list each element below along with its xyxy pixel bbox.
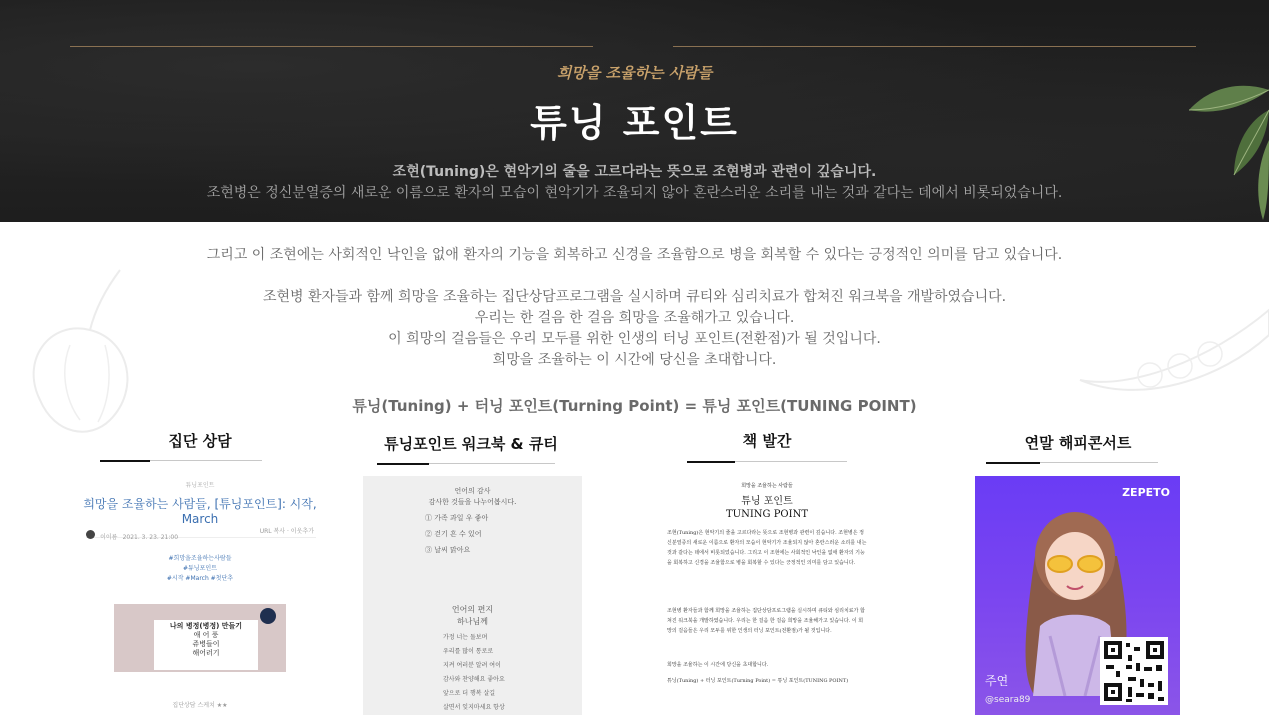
qr-code-icon [1100, 637, 1168, 705]
program-line-2: 우리는 한 걸음 한 걸음 희망을 조율해가고 있습니다. [474, 310, 795, 326]
handwriting-line: 우리를 많이 통로로 [443, 648, 494, 655]
column-title: 책 발간 [742, 432, 792, 450]
tuning-point-formula: 튜닝(Tuning) + 터닝 포인트(Turning Point) = 튜닝 포인트(TUNING POINT) [352, 397, 917, 415]
blog-tag-line: #시작 #March #첫단추 [166, 575, 234, 582]
book-body-paragraph: 희망을 조율하는 이 시간에 당신을 초대합니다. [667, 662, 769, 668]
column-rule-accent [687, 461, 735, 463]
blog-tags [82, 554, 318, 584]
card-title: 나의 병정(병정) 만들기 [169, 622, 243, 630]
hero-subtitle: 희망을 조율하는 사람들 [556, 64, 713, 82]
blog-post-title: 희망을 조율하는 사람들, [튜닝포인트]: 시작, March [83, 497, 317, 526]
hero-description-line-1: 조현(Tuning)은 현악기의 줄을 고르다라는 뜻으로 조현병과 관련이 깊습니다. [392, 164, 877, 180]
program-line-3: 이 희망의 걸음들은 우리 모두를 위한 인생의 터닝 포인트(전환점)가 될 것입니다. [388, 331, 881, 347]
handwriting-line: 살면서 잊지마세요 항상 [443, 704, 505, 711]
workbook-top-section [363, 486, 582, 508]
program-paragraph [0, 287, 1269, 371]
book-title-english: TUNING POINT [725, 509, 808, 520]
blog-photo-card [114, 604, 286, 672]
blog-meta-actions: URL 복사 · 이웃추가 [259, 528, 314, 535]
zepeto-brand-label: ZEPETO [1122, 486, 1170, 499]
workbook-list [425, 510, 488, 558]
workbook-page-photo[interactable] [363, 476, 582, 715]
book-body-paragraph: 튜닝(Tuning) + 터닝 포인트(Turning Point) = 튜닝 포인트(TUNING POINT) [667, 678, 849, 684]
letter-title: 언어의 편지 [451, 605, 494, 614]
card-badge [260, 608, 276, 624]
card-line: 애 어 풍 [193, 631, 219, 639]
blog-author: 이이름 [100, 534, 118, 541]
handwriting-line: 감사한 것들을 나누어봅시다. [428, 498, 517, 506]
avatar [86, 530, 95, 539]
book-body-paragraph: 조현(Tuning)은 현악기의 줄을 고르다라는 뜻으로 조현병과 관련이 깊습니다. 조현병은 정신분열증의 새로운 이름으로 환자의 모습이 현악기가 조율되지 않아 혼란스러운 소리를 내는 것과 같다는 데에서 비롯되었습니다. 그리고 이 조현에는 사회적인 낙인을 없애 환자의 기능을 회복하고 신경을 조율함으로 병을 회복할 수 있다는 긍정적인 의미를 담고 있습니다. [667, 530, 867, 566]
blog-tag-line: #희망을조율하는사람들 [168, 555, 232, 562]
blog-category: 튜닝포인트 [185, 482, 215, 489]
handwriting-line: 지켜 여러분 알려 여이 [443, 662, 501, 669]
column-title: 집단 상담 [168, 432, 232, 450]
avatar-name: 주연 [985, 674, 1009, 688]
handwriting-line: 앞으로 더 행복 살길 [443, 690, 496, 697]
card-paper [154, 620, 258, 670]
workbook-letter-heading [363, 604, 582, 628]
hero-divider-right [673, 46, 1196, 47]
page-title: 튜닝 포인트 [530, 100, 739, 145]
book-body-paragraph: 조현병 환자들과 함께 희망을 조율하는 집단상담프로그램을 실시하며 큐티와 심리치료가 합쳐진 워크북을 개발하였습니다. 우리는 한 걸음 한 걸음 희망을 조율해가고 있습니다. 이 희망의 걸음들은 우리 모두를 위한 인생의 터닝 포인트(전환점)가 될 것입니다. [667, 608, 865, 634]
hero-banner [0, 0, 1269, 222]
handwriting-line: 가정 너는 돌보며 [443, 634, 488, 641]
letter-subtitle: 하나님께 [457, 617, 488, 626]
handwriting-line: ① 가족 과일 우 좋아 [425, 514, 489, 522]
column-rule-accent [100, 460, 150, 462]
hero-divider-left [70, 46, 593, 47]
program-line-4: 희망을 조율하는 이 시간에 당신을 초대합니다. [492, 352, 777, 368]
column-rule-accent [986, 462, 1040, 464]
column-title: 연말 해피콘서트 [1024, 434, 1132, 452]
book-title-korean: 튜닝 포인트 [741, 496, 793, 507]
card-line: 쥬병들이 [192, 640, 220, 648]
leaf-decoration-icon [1129, 70, 1269, 222]
column-title: 튜닝포인트 워크북 & 큐티 [384, 435, 558, 453]
workbook-letter-body [443, 631, 505, 715]
handwriting-line: 언어의 감사 [454, 487, 491, 495]
handwriting-line: 감사와 찬양해요 좋아요 [443, 676, 505, 683]
hero-description-line-2: 조현병은 정신분열증의 새로운 이름으로 환자의 모습이 현악기가 조율되지 않아 혼란스러운 소리를 내는 것과 같다는 데에서 비롯되었습니다. [206, 185, 1063, 201]
zepeto-avatar-image[interactable] [975, 476, 1180, 715]
column-rule-accent [377, 463, 429, 465]
program-line-1: 조현병 환자들과 함께 희망을 조율하는 집단상담프로그램을 실시하며 큐티와 심리치료가 합쳐진 워크북을 개발하였습니다. [262, 289, 1007, 305]
blog-meta-row [86, 524, 316, 541]
avatar-handle: @seara89 [985, 695, 1031, 705]
handwriting-line: ② 걷기 흔 수 있어 [425, 530, 482, 538]
book-page-thumbnail[interactable] [657, 478, 877, 715]
blog-tag-line: #튜닝포인트 [182, 565, 217, 572]
photo-caption: 집단상담 스케치 ★★ [172, 702, 228, 709]
handwriting-line: ③ 날씨 맑아요 [425, 546, 471, 554]
blog-post-thumbnail[interactable] [82, 478, 318, 715]
intro-paragraph: 그리고 이 조현에는 사회적인 낙인을 없애 환자의 기능을 회복하고 신경을 조율함으로 병을 회복할 수 있다는 긍정적인 의미를 담고 있습니다. [206, 247, 1063, 263]
card-line: 해어러기 [192, 649, 220, 657]
blog-date: 2021. 3. 23. 21:00 [122, 534, 179, 541]
book-small-heading: 희망을 조율하는 사람들 [741, 483, 793, 489]
